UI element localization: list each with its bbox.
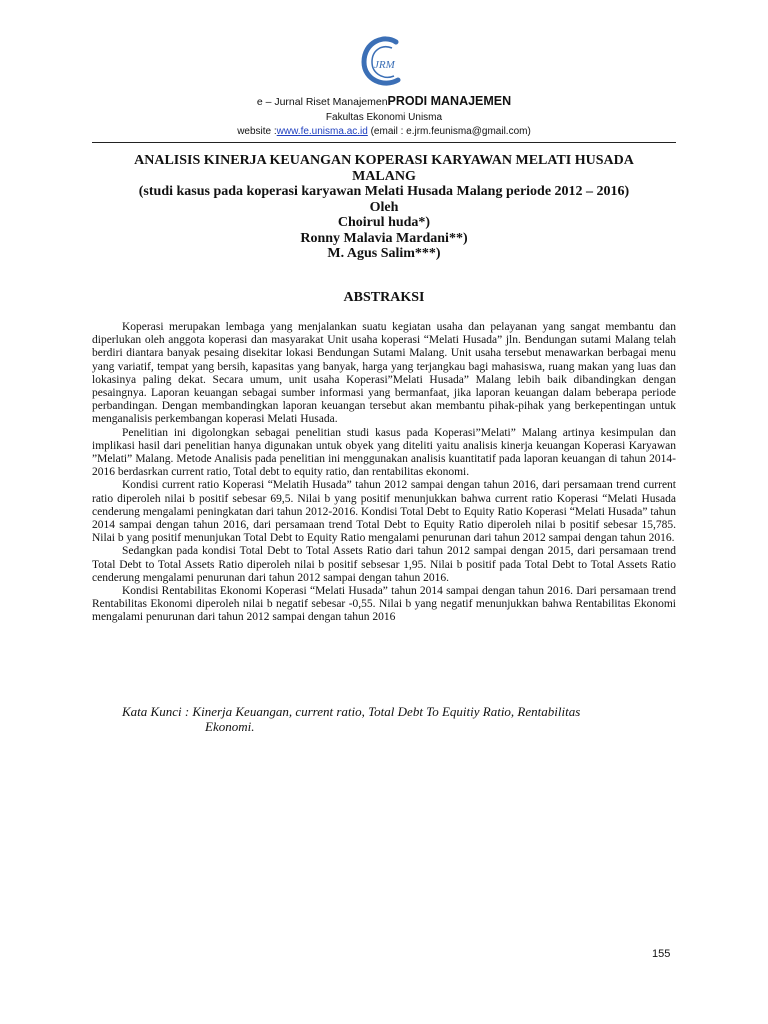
- author-1: Choirul huda*): [337, 215, 431, 230]
- title-block: [92, 153, 676, 262]
- prodi-name: PRODI MANAJEMEN: [387, 94, 512, 108]
- keywords-line1: Kata Kunci : Kinerja Keuangan, current ratio, Total Debt To Equitiy Ratio, Rentabilitas: [122, 704, 581, 719]
- page-number: 155: [652, 948, 671, 960]
- abstract-paragraph: Kondisi Rentabilitas Ekonomi Koperasi “Melati Husada” tahun 2014 sampai dengan tahun 2016. Dari persamaan trend Rentabilitas Ekonomi diperoleh nilai b negatif sebesar -0,55. Nilai b yang negatif menunjukkan bahwa Rentabilitas Ekonomi mengalami penurunan dari tahun 2012 sampai dengan tahun 2016: [92, 585, 676, 624]
- author-2: Ronny Malavia Mardani**): [300, 230, 468, 246]
- contact-line: [0, 126, 768, 137]
- by-label: Oleh: [369, 199, 399, 215]
- email-text: (email : e.jrm.feunisma@gmail.com): [367, 126, 531, 137]
- abstract-paragraph: Koperasi merupakan lembaga yang menjalankan suatu kegiatan usaha dan pelayanan yang sangat membantu dan diperlukan oleh anggota koperasi dan masyarakat Unit usaha koperasi “Melati Husada” jln. Bendungan sutami Malang telah berdiri diantara banyak pesaing disekitar lokasi Bendungan Sutami Malang. Unit usaha tersebut menawarkan berbagai menu yang variatif, tempat yang bersih, kapasitas yang banyak, harga yang terjangkau bagi mahasiswa, ruang makan yang luas dan lokasinya paling dekat. Secara umum, unit usaha Koperasi”Melati Husada” Malang lebih baik dibandingkan dengan pesaingnya. Laporan keuangan sebagai sumber informasi yang bermanfaat, jika laporan keuangan dalam beberapa periode perbandingan. Dengan membandingkan laporan keuangan tersebut akan membantu pihak-pihak yang berkepentingan untuk menganalisis perkembangan koperasi Melati Husada.: [92, 321, 676, 426]
- header-divider: [92, 142, 676, 143]
- faculty-name: Fakultas Ekonomi Unisma: [325, 112, 443, 123]
- author-3: M. Agus Salim***): [327, 246, 441, 261]
- keywords: [122, 704, 682, 734]
- svg-text:JRM: JRM: [374, 59, 395, 71]
- abstract-paragraph: Penelitian ini digolongkan sebagai penelitian studi kasus pada Koperasi”Melati” Malang artinya kesimpulan dan implikasi hasil dari penelitian hanya digunakan untuk obyek yang diteliti yaitu analisis kinerja keuangan Koperasi Karyawan ”Melati” Malang. Metode Analisis pada penelitian ini menggunakan analisis kuantitatif pada laporan keuangan di tahun 2014-2016 berdasrkan current ratio, Total debt to equity ratio, dan rentabilitas ekonomi.: [92, 426, 676, 479]
- journal-logo: [356, 36, 412, 90]
- journal-prefix: e – Jurnal Riset Manajemen: [256, 96, 388, 108]
- abstract-heading: ABSTRAKSI: [343, 290, 425, 305]
- abstract-paragraph: Kondisi current ratio Koperasi “Melatih Husada” tahun 2012 sampai dengan tahun 2016, dari persamaan trend current ratio diperoleh nilai b positif sebesar 69,5. Nilai b yang positif menunjukkan bahwa current ratio Koperasi “Melati Husada cenderung mengalami peningkatan dari tahun 2012-2016. Kondisi Total Debt to Equity Ratio Koperasi “Melati Husada” tahun 2014 sampai dengan tahun 2016, dari persamaan trend Total Debt to Equity Ratio diperoleh nilai b positif sebesar 15,785. Nilai b yang positif menunjukan Total Debt to Equity Ratio mengalami penurunan dari tahun 2012 sampai dengan tahun 2016.: [92, 479, 676, 545]
- jrm-logo-icon: [356, 36, 412, 90]
- website-link[interactable]: www.fe.unisma.ac.id: [276, 126, 368, 137]
- paper-subtitle: (studi kasus pada koperasi karyawan Melati Husada Malang periode 2012 – 2016): [138, 184, 630, 199]
- website-label: website :: [237, 126, 277, 137]
- keywords-line2: Ekonomi.: [205, 719, 255, 734]
- paper-title-line1: ANALISIS KINERJA KEUANGAN KOPERASI KARYAWAN MELATI HUSADA: [134, 153, 634, 168]
- journal-name: [0, 94, 768, 108]
- abstract-paragraph: Sedangkan pada kondisi Total Debt to Total Assets Ratio dari tahun 2012 sampai dengan 2015, dari persamaan trend Total Debt to Total Assets Ratio diperoleh nilai b positif sebsesar 1,95. Nilai b positif pada Total Debt to Total Assets Ratio cenderung mengalami penurunan dari tahun 2012 sampai dengan tahun 2016.: [92, 545, 676, 584]
- paper-title-line2: MALANG: [352, 168, 416, 184]
- abstract-body: [92, 321, 676, 625]
